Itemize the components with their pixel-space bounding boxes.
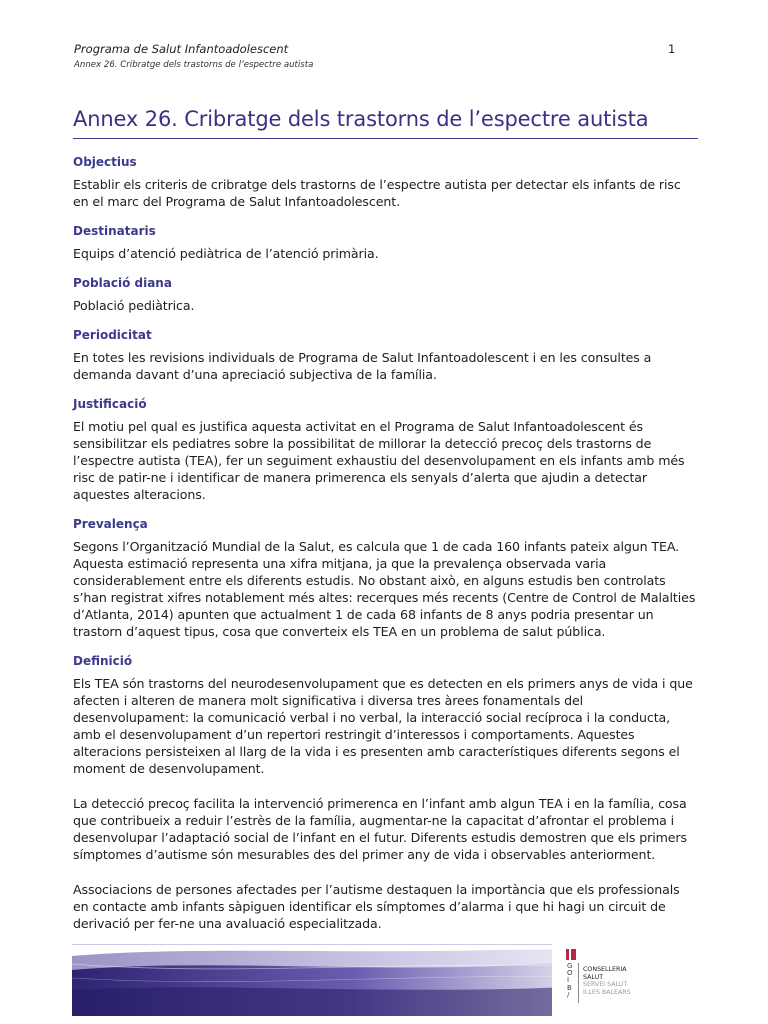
section-paragraph: Associacions de persones afectades per l’autisme destaquen la importància que els professionals en contacte amb infants sàpiguen identificar els símptomes d’alarma i que hi hagi un circuit de derivació per fer-ne una avaluació especialitzada. xyxy=(73,882,680,931)
section-paragraph: Els TEA són trastorns del neurodesenvolupament que es detecten en els primers anys de vida i que afecten i alteren de manera molt significativa i diversa tres àrees fonamentals del desenvolupament: la comunicació verbal i no verbal, la interacció social recíproca i la conducta, amb el desenvolupament d’un repertori restringit d’interessos i comportaments. Aquestes alteracions persisteixen al llarg de la vida i es presenten amb característiques diferents segons el moment de desenvolupament. xyxy=(73,676,693,776)
section-prevalenca xyxy=(73,516,699,640)
logo-letters: G O I B / xyxy=(567,962,573,999)
section-destinataris xyxy=(73,223,699,262)
section-definicio xyxy=(73,653,699,932)
section-paragraph: Població pediàtrica. xyxy=(73,298,195,313)
section-heading: Població diana xyxy=(73,276,172,290)
section-paragraph: El motiu pel qual es justifica aquesta activitat en el Programa de Salut Infantoadolescent és sensibilitzar els pediatres sobre la possibilitat de millorar la detecció precoç dels trastorns de l’espectre autista (TEA), fer un seguiment exhaustiu del desenvolupament en els infants amb més risc de patir-ne i identificar de manera primerenca els senyals d’alerta que ajudin a detectar aquestes alteracions. xyxy=(73,419,685,502)
section-paragraph: Establir els criteris de cribratge dels trastorns de l’espectre autista per detectar els infants de risc en el marc del Programa de Salut Infantoadolescent. xyxy=(73,177,681,209)
section-periodicitat xyxy=(73,327,699,383)
section-heading: Justificació xyxy=(73,397,147,411)
logo-text: CONSELLERIA SALUT SERVEI SALUT ILLES BALEARS xyxy=(583,966,631,996)
running-header-program: Programa de Salut Infantoadolescent xyxy=(74,42,289,56)
section-justificacio xyxy=(73,396,699,503)
section-heading: Destinataris xyxy=(73,224,156,238)
section-heading: Periodicitat xyxy=(73,328,152,342)
section-paragraph: La detecció precoç facilita la intervenció primerenca en l’infant amb algun TEA i en la família, cosa que contribueix a reduir l’estrès de la família, augmentar-ne la capacitat d’afrontar el problema i desenvolupar l’adaptació social de l’infant en el futur. Diferents estudis demostren que els primers símptomes d’autisme són mesurables des del primer any de vida i observables anteriorment. xyxy=(73,796,687,862)
logo-divider xyxy=(578,963,579,1003)
section-paragraph: Segons l’Organització Mundial de la Salut, es calcula que 1 de cada 160 infants pateix algun TEA. Aquesta estimació representa una xifra mitjana, ja que la prevalença observada varia considerablement entre els diferents estudis. No obstant això, en alguns estudis ben controlats s’han registrat xifres notablement més altes: recerques més recents (Centre de Control de Malalties d’Atlanta, 2014) apunten que actualment 1 de cada 68 infants de 8 anys podria presentar un trastorn d’aquest tipus, cosa que converteix els TEA en un problema de salut pública. xyxy=(73,539,696,639)
section-heading: Prevalença xyxy=(73,517,148,531)
section-heading: Objectius xyxy=(73,155,137,169)
section-objectius xyxy=(73,154,699,210)
running-header-annex: Annex 26. Cribratge dels trastorns de l’espectre autista xyxy=(74,60,314,70)
section-paragraph: Equips d’atenció pediàtrica de l’atenció primària. xyxy=(73,246,379,261)
goib-logo xyxy=(566,949,646,1009)
title-underline xyxy=(73,138,698,139)
balearic-emblem-icon xyxy=(566,949,576,960)
document-title: Annex 26. Cribratge dels trastorns de l’espectre autista xyxy=(73,107,649,131)
section-paragraph: En totes les revisions individuals de Programa de Salut Infantoadolescent i en les consultes a demanda davant d’una apreciació subjectiva de la família. xyxy=(73,350,652,382)
page-number: 1 xyxy=(668,42,676,56)
section-poblacio-diana xyxy=(73,275,699,314)
document-body xyxy=(73,154,699,945)
section-heading: Definició xyxy=(73,654,133,668)
